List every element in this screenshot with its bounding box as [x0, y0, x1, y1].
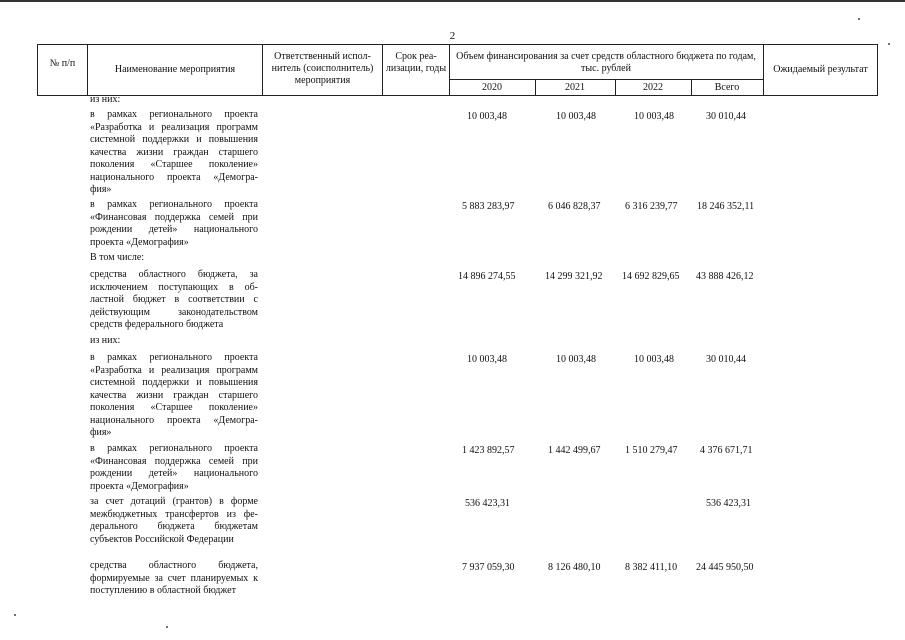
col-border-3 — [382, 44, 383, 96]
header-col-term: Срок реа-лизации, годы — [385, 51, 447, 74]
cell-total: 536 423,31 — [706, 498, 751, 509]
row-text: В том числе: — [90, 252, 145, 263]
row-text: в рамках регионального проекта «Финансовая поддержка семей при рождении детей» национального проекта «Демография» — [90, 443, 258, 492]
cell-2022: 6 316 239,77 — [625, 201, 678, 212]
scan-speck — [14, 614, 16, 616]
header-col-total: Всего — [714, 82, 740, 93]
row-text: в рамках регионального проекта «Разработка и реализация программ системной поддержки и повышения качества жизни граждан старшего поколения «Старшее поколение» национального проекта «Демогра-фия» — [90, 109, 258, 195]
cell-2021: 6 046 828,37 — [548, 201, 601, 212]
cell-2021: 1 442 499,67 — [548, 445, 601, 456]
header-col-2021: 2021 — [565, 82, 585, 93]
header-col-name: Наименование мероприятия — [114, 64, 236, 75]
col-border-2 — [262, 44, 263, 96]
top-border-line — [0, 0, 905, 2]
cell-2020: 5 883 283,97 — [462, 201, 515, 212]
col-border-0 — [37, 44, 38, 96]
row-text: за счет дотаций (грантов) в форме межбюджетных трансфертов из фе-дерального бюджета бюджетам субъектов Российской Федерации — [90, 496, 258, 545]
header-col-2020: 2020 — [482, 82, 502, 93]
row-text: средства областного бюджета, формируемые за счет планируемых к поступлению в областной бюджет — [90, 560, 258, 596]
header-top-border — [37, 44, 877, 45]
cell-total: 18 246 352,11 — [697, 201, 755, 212]
cell-2021: 14 299 321,92 — [545, 271, 603, 282]
row-text: в рамках регионального проекта «Финансовая поддержка семей при рождении детей» национального проекта «Демография» — [90, 199, 258, 248]
row-text: средства областного бюджета, за исключением поступающих в об-ластной бюджет в соответствии с действующим законодательством средств федерального бюджета — [90, 269, 258, 330]
cell-2022: 1 510 279,47 — [625, 445, 678, 456]
scan-speck — [888, 43, 890, 45]
cell-total: 43 888 426,12 — [696, 271, 754, 282]
cell-2020: 536 423,31 — [465, 498, 510, 509]
scan-speck — [858, 18, 860, 20]
page-number: 2 — [449, 30, 456, 42]
cell-2021: 8 126 480,10 — [548, 562, 601, 573]
cell-2022: 8 382 411,10 — [625, 562, 678, 573]
row-text: из них: — [90, 335, 121, 346]
col-border-1 — [87, 44, 88, 96]
header-col-number: № п/п — [49, 58, 76, 69]
cell-total: 30 010,44 — [706, 111, 746, 122]
cell-2022: 14 692 829,65 — [622, 271, 680, 282]
cell-2020: 1 423 892,57 — [462, 445, 515, 456]
row-text: в рамках регионального проекта «Разработка и реализация программ системной поддержки и повышения качества жизни граждан старшего поколения «Старшее поколение» национального проекта «Демогра-фия» — [90, 352, 258, 438]
scan-speck — [166, 626, 168, 628]
col-border-9 — [877, 44, 878, 96]
cell-total: 24 445 950,50 — [696, 562, 754, 573]
header-col-2022: 2022 — [643, 82, 663, 93]
cell-2022: 10 003,48 — [634, 111, 674, 122]
col-border-8 — [763, 44, 764, 96]
cell-2021: 10 003,48 — [556, 354, 596, 365]
cell-2020: 14 896 274,55 — [458, 271, 516, 282]
row-text: из них: — [90, 94, 121, 105]
header-year-divider — [449, 79, 763, 80]
header-col-result: Ожидаемый результат — [773, 64, 868, 75]
header-col-responsible: Ответственный испол-нитель (соисполнитель) мероприятия — [271, 51, 374, 86]
cell-2021: 10 003,48 — [556, 111, 596, 122]
cell-2022: 10 003,48 — [634, 354, 674, 365]
cell-2020: 10 003,48 — [467, 111, 507, 122]
header-col-funding: Объем финансирования за счет средств областного бюджета по годам, тыс. рублей — [456, 51, 756, 74]
cell-2020: 7 937 059,30 — [462, 562, 515, 573]
cell-total: 4 376 671,71 — [700, 445, 753, 456]
cell-2020: 10 003,48 — [467, 354, 507, 365]
cell-total: 30 010,44 — [706, 354, 746, 365]
